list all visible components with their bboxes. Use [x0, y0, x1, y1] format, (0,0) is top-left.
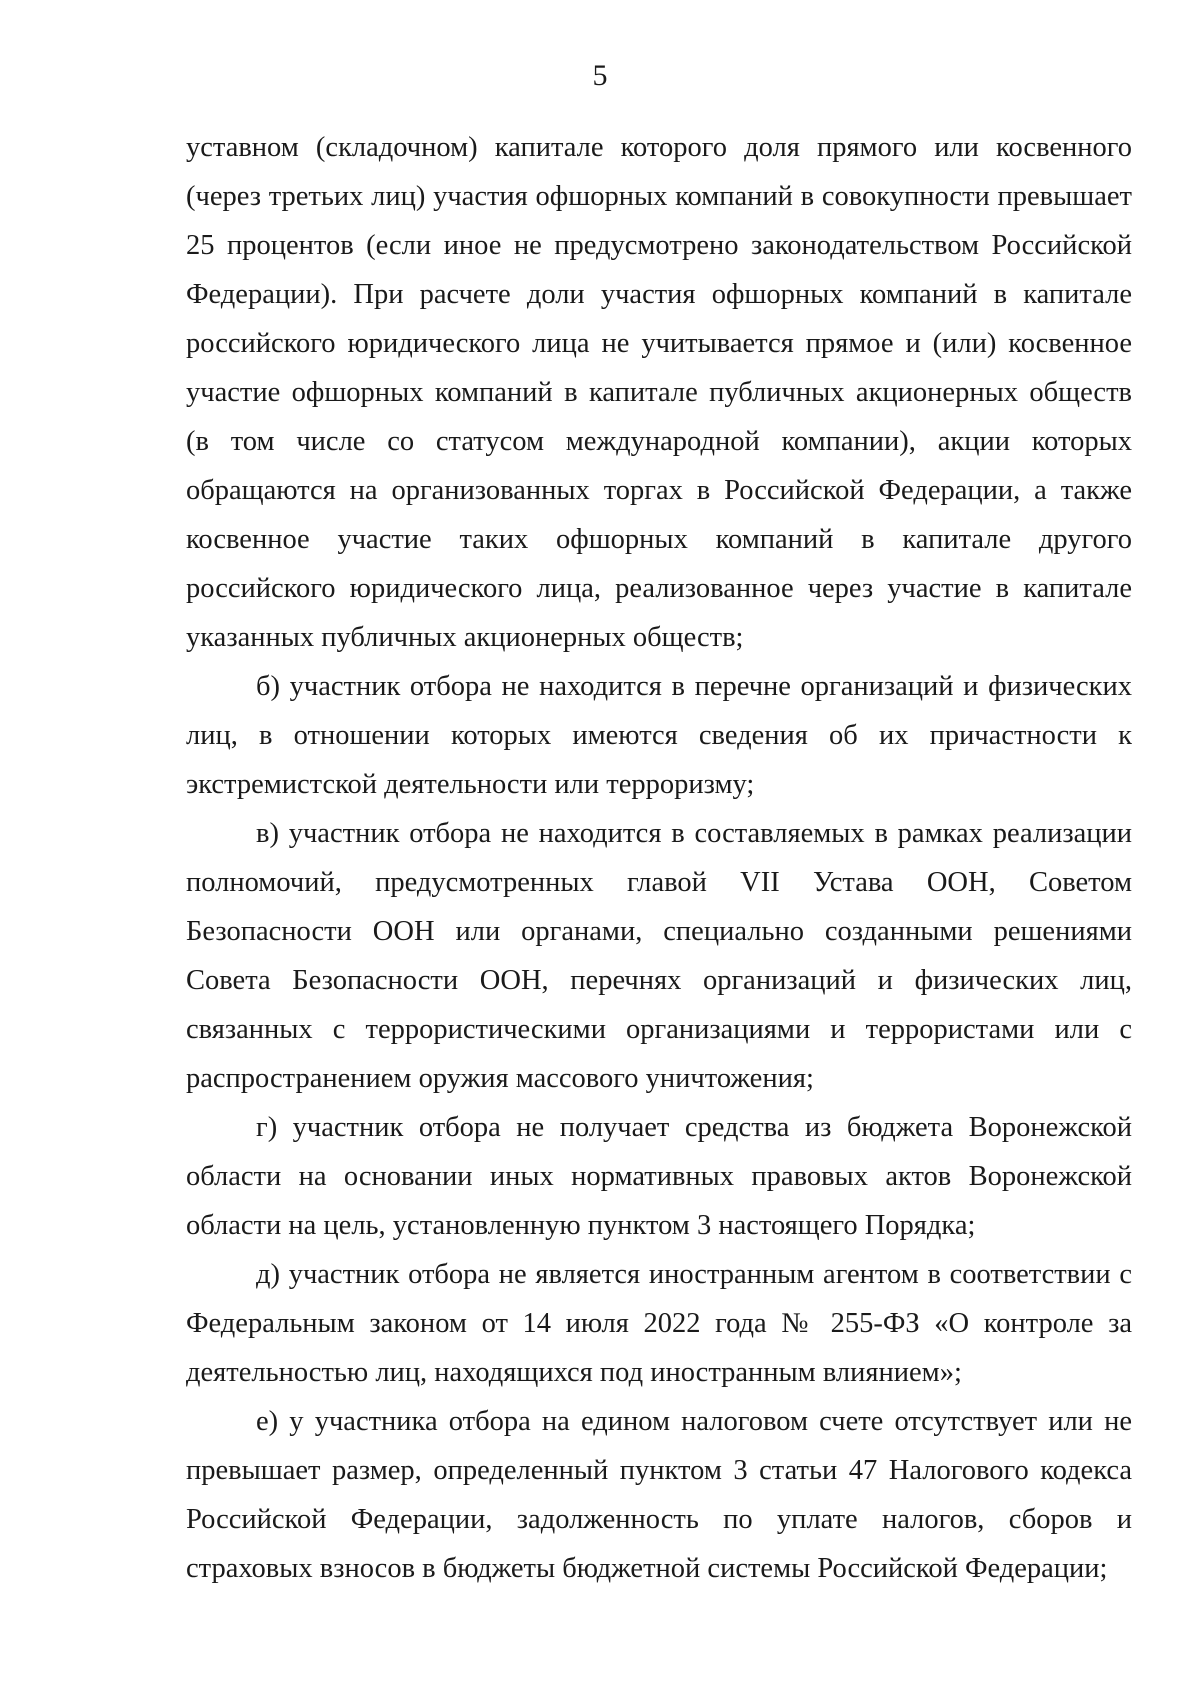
paragraph-continuation: уставном (складочном) капитале которого доля прямого или косвенного (через третьих лиц) участия офшорных компаний в совокупности превышает 25 процентов (если иное не предусмотрено законодательством Российской Федерации). При расчете доли участия офшорных компаний в капитале российского юридического лица не учитывается прямое и (или) косвенное участие офшорных компаний в капитале публичных акционерных обществ (в том числе со статусом международной компании), акции которых обращаются на организованных торгах в Российской Федерации, а также косвенное участие таких офшорных компаний в капитале другого российского юридического лица, реализованное через участие в капитале указанных публичных акционерных обществ;: [186, 132, 1132, 653]
page-number: 5: [592, 59, 608, 92]
paragraph-item-g: г) участник отбора не получает средства из бюджета Воронежской области на основании иных нормативных правовых актов Воронежской области на цель, установленную пунктом 3 настоящего Порядка;: [186, 1112, 1132, 1241]
paragraph-item-e: е) у участника отбора на едином налоговом счете отсутствует или не превышает размер, определенный пунктом 3 статьи 47 Налогового кодекса Российской Федерации, задолженность по уплате налогов, сборов и страховых взносов в бюджеты бюджетной системы Российской Федерации;: [186, 1406, 1132, 1584]
paragraph-item-v: в) участник отбора не находится в составляемых в рамках реализации полномочий, предусмотренных главой VII Устава ООН, Советом Безопасности ООН или органами, специально созданными решениями Совета Безопасности ООН, перечнях организаций и физических лиц, связанных с террористическими организациями и террористами или с распространением оружия массового уничтожения;: [186, 818, 1132, 1094]
paragraph-item-b: б) участник отбора не находится в перечне организаций и физических лиц, в отношении которых имеются сведения об их причастности к экстремистской деятельности или терроризму;: [186, 671, 1132, 800]
document-body: [186, 123, 1132, 1593]
paragraph-item-d: д) участник отбора не является иностранным агентом в соответствии с Федеральным законом от 14 июля 2022 года № 255-ФЗ «О контроле за деятельностью лиц, находящихся под иностранным влиянием»;: [186, 1259, 1132, 1388]
